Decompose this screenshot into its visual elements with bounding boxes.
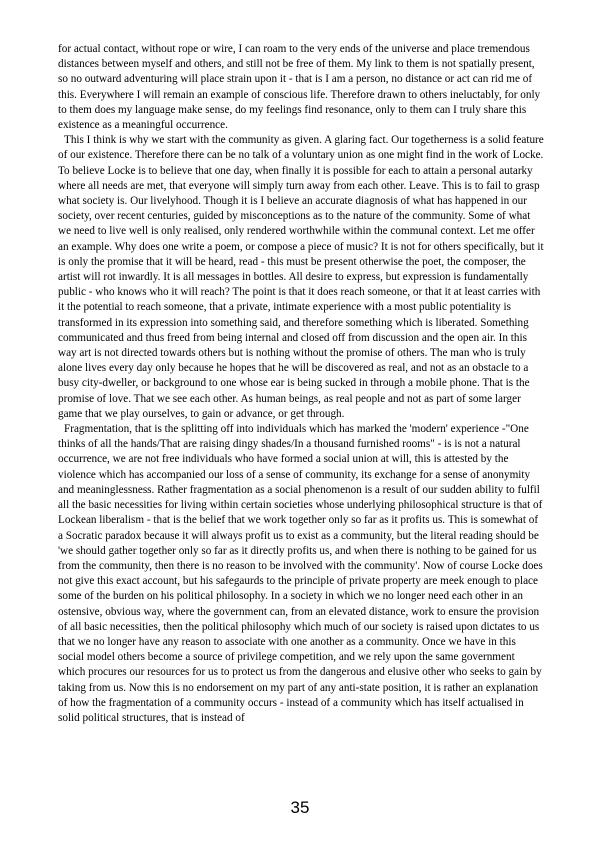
page-number: 35	[290, 798, 310, 817]
paragraph-community: This I think is why we start with the community as given. A glaring fact. Our togetherness is a solid feature of our existence. Therefore there can be no talk of a voluntary union as one might find in the work of Locke. To believe Locke is to believe that one day, when finally it is possible for each to attain a personal autarky where all needs are met, that everyone will simply turn away from each other. Leave. This is to fail to grasp what society is. Our livelyhood. Though it is I believe an accurate diagnosis of what has happened in our society, over recent centuries, guided by misconceptions as to the nature of the community. Some of what we need to live well is only realised, only rendered worthwhile within the communal context. Let me offer an example. Why does one write a poem, or compose a piece of music? It is not for others specifically, but it is only the promise that it will be heard, read - this must be present otherwise the poet, the composer, the artist will rot inwardly. It is all messages in bottles. All desire to express, but expression is fundamentally public - who knows who it will reach? The point is that it does reach someone, or that it at least carries with it the potential to reach someone, that a private, intimate experience with a most public potentiality is transformed in its expression into something said, and therefore something which is liberated. Something communicated and thus freed from being internal and closed off from discussion and the open air. In this way art is not directed towards others but is nothing without the promise of others. The man who is truly alone lives every day only because he hopes that he will be discovered as real, and not as an obstacle to a busy city-dweller, or background to one whose ear is being sucked in through a mobile phone. That is the promise of love. That we see each other. As human beings, as real people and not as part of some larger game that we play ourselves, to gain or advance, or get through.	[58, 134, 544, 420]
paragraph-fragmentation: Fragmentation, that is the splitting off into individuals which has marked the 'modern' experience -"One thinks of all the hands/That are raising dingy shades/In a thousand furnished rooms" - is is not a natural occurrence, we are not free individuals who have formed a social union at will, this is attested by the violence which has accompanied our loss of a sense of community, its exchange for a sense of anonymity and meaninglessness. Rather fragmentation as a social phenomenon is a result of our sudden ability to fulfil all the basic necessities for living within certain societies whose underlying philosophical structure is that of Lockean liberalism - that is the belief that we work together only so far as it profits us. This is somewhat of a Socratic paradox because it will always profit us to exist as a community, but the literal reading should be 'we should gather together only so far as it directly profits us, and when there is nothing to be gained for us from the community, then there is no reason to be involved with the community'. Now of course Locke does not give this exact account, but his safegaurds to the principle of private property are meek enough to place some of the burden on his political philosophy. In a society in which we no longer need each other in an ostensive, obvious way, where the government can, from an elevated distance, work to ensure the provision of all basic necessities, then the political philosophy which much of our society is raised upon dictates to us that we no longer have any reason to associate with one another as a community. Once we have in this social model others become a source of privilege competition, and we rely upon the same government which procures our resources for us to protect us from the dangerous and elusive other who seeks to gain by taking from us. Now this is no endorsement on my part of any anti-state position, it is rather an explanation of how the fragmentation of a community occurs - instead of a community which has itself actualised in solid political structures, that is instead of	[58, 423, 543, 724]
body-text	[58, 42, 544, 726]
paragraph-continued: for actual contact, without rope or wire, I can roam to the very ends of the universe and place tremendous distances between myself and others, and still not be free of them. My link to them is not spatially present, so no outward adventuring will place strain upon it - that is I am a person, no distance or act can rid me of this. Everywhere I will remain an example of conscious life. Therefore drawn to others ineluctably, for only to them does my language make sense, do my feelings find resonance, only to them can I truly share this existence as a meaningful occurrence.	[58, 43, 541, 132]
